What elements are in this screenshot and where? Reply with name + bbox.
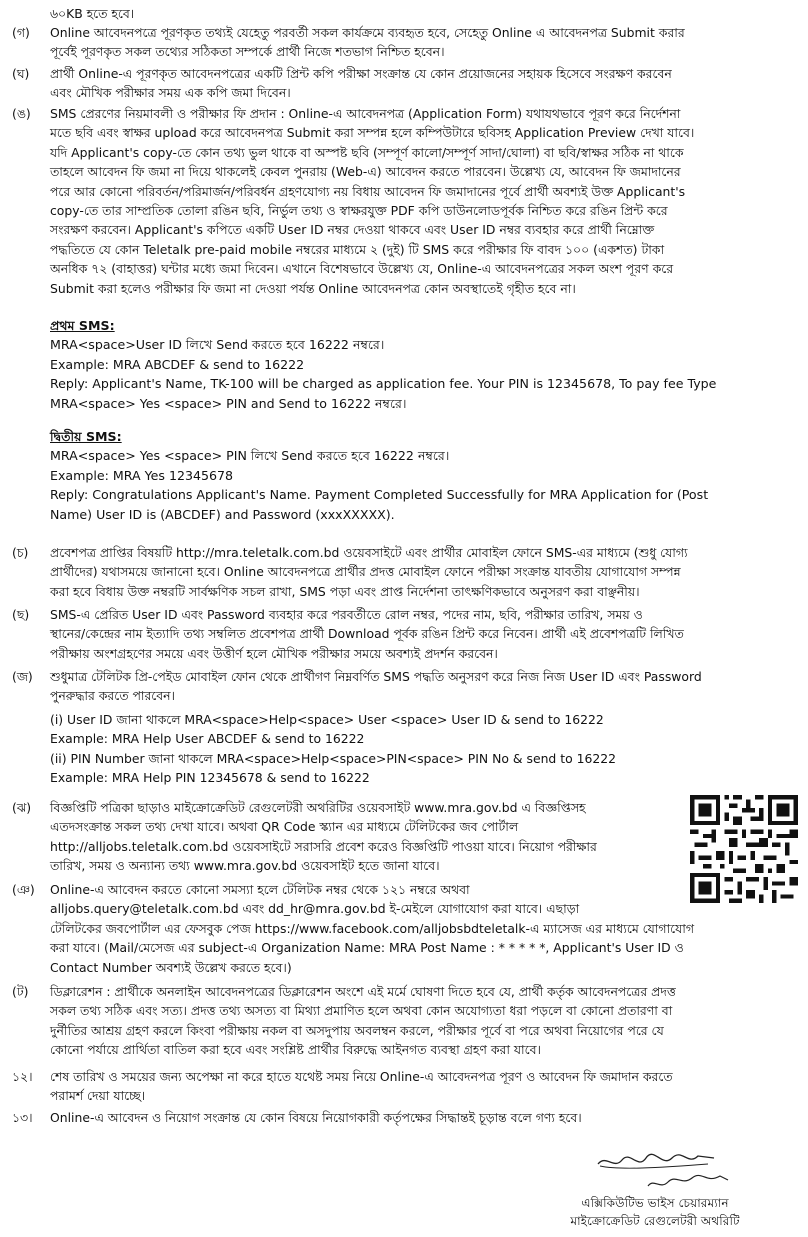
clause-line: অনধিক ৭২ (বাহাত্তর) ঘন্টার মধ্যে জমা দিবেন। এখানে বিশেষভাবে উল্লেখ্য যে, Online-এ আবেদনপত্রের সকল অংশ পূরণ করে (50, 261, 674, 277)
clause-line: স্থানের/কেন্দ্রের নাম ইত্যাদি তথ্য সম্বলিত প্রবেশপত্র প্রার্থী Download পূর্বক রঙিন প্রিন্ট করে নিবেন। প্রার্থী এই প্রবেশপত্রটি লিখিত (50, 626, 684, 642)
clause-line: copy-তে তার সাম্প্রতিক তোলা রঙিন ছবি, নির্ভুল তথ্য ও স্বাক্ষরযুক্ত PDF কপি ডাউনলোডপূর্বক নিশ্চিত করে রঙিন প্রিন্ট করে (50, 203, 668, 219)
clause-line: SMS প্রেরণের নিয়মাবলী ও পরীক্ষার ফি প্রদান : Online-এ আবেদনপত্র (Application Form) যথাযথভাবে পূরণ করে নির্দেশনা (50, 106, 681, 121)
clause-line: শুধুমাত্র টেলিটক প্রি-পেইড মোবাইল ফোন থেকে প্রার্থীগণ নিম্নবর্ণিত SMS পদ্ধতি অনুসরণ করে নিজ নিজ User ID এবং Password (50, 669, 702, 684)
clause-line: পদ্ধতিতে যে কোন Teletalk pre-paid mobile নম্বরের মাধ্যমে ২ (দুই) টি SMS করে পরীক্ষার ফি বাবদ ১০০ (একশত) টাকা (50, 241, 665, 257)
clause-line: পরীক্ষায় অংশগ্রহণের সময়ে এবং উত্তীর্ণ হলে মৌখিক পরীক্ষার সময়ে অবশ্যই প্রদর্শন করবেন। (50, 645, 498, 661)
clause-line: SMS-এ প্রেরিত User ID এবং Password ব্যবহার করে পরবর্তীতে রোল নম্বর, পদের নাম, ছবি, পরীক্ষার তারিখ, সময় ও (50, 607, 643, 622)
clause-niyo (0, 880, 800, 980)
clause-jha (0, 798, 800, 878)
recovery-line: Example: MRA Help PIN 12345678 & send to 16222 (50, 770, 370, 786)
clause-line: যদি Applicant's copy-তে কোন তথ্য ভুল থাকে বা অস্পষ্ট ছবি (সম্পূর্ণ কালো/সম্পূর্ণ সাদা/ঘোলা) বা ছবি/স্বাক্ষর সঠিক না থাকে (50, 144, 684, 160)
clause-line: প্রবেশপত্র প্রাপ্তির বিষয়টি http://mra.teletalk.com.bd ওয়েবসাইটে এবং প্রার্থীর মোবাইল ফোনে SMS-এর মাধ্যমে (শুধু যোগ্য (50, 545, 688, 560)
clause-line: পূর্বেই পূরণকৃত সকল তথ্যের সঠিকতা সম্পর্কে প্রার্থী নিজে শতভাগ নিশ্চিত হবেন। (50, 44, 445, 60)
top-line-text: ৬০KB হতে হবে। (50, 6, 135, 21)
clause-label: (চ) (12, 545, 29, 560)
clause-line: Online আবেদনপত্রে পূরণকৃত তথ্যই যেহেতু পরবর্তী সকল কার্যক্রমে ব্যবহৃত হবে, সেহেতু Online এ আবেদনপত্র Submit করার (50, 25, 685, 40)
clause-line: পরামর্শ দেয়া যাচ্ছে। (50, 1088, 146, 1104)
clause-label: (ঘ) (12, 66, 30, 81)
clause-gha (0, 64, 800, 104)
clause-line: কোনো পর্যায়ে প্রার্থিতা বাতিল করা হবে এবং সংশ্লিষ্ট প্রার্থীর বিরুদ্ধে আইনগত ব্যবস্থা গ্রহণ করা যাবে। (50, 1042, 541, 1058)
sms-line: MRA<space> Yes <space> PIN and Send to 16222 নম্বরে। (50, 395, 407, 411)
clause-label: (জ) (12, 669, 33, 684)
clause-label: (গ) (12, 25, 30, 40)
clause-line: এতদসংক্রান্ত সকল তথ্য দেখা যাবে। অথবা QR Code স্ক্যান এর মাধ্যমে টেলিটকের জব পোর্টাল (50, 819, 519, 835)
clause-line: Online-এ আবেদন ও নিয়োগ সংক্রান্ত যে কোন বিষয়ে নিয়োগকারী কর্তৃপক্ষের সিদ্ধান্তই চূড়ান্ত বলে গণ্য হবে। (50, 1110, 582, 1125)
signatory-organization: মাইক্রোক্রেডিট রেগুলেটরী অথরিটি (570, 1214, 740, 1228)
recovery-line: (i) User ID জানা থাকলে MRA<space>Help<space> User <space> User ID & send to 16222 (50, 712, 604, 727)
clause-ja (0, 667, 800, 707)
clause-line: এবং মৌখিক পরীক্ষার সময় এক কপি জমা দিবেন। (50, 85, 291, 101)
clause-line: তারিখ, সময় ও অন্যান্য তথ্য www.mra.gov.bd ওয়েবসাইট হতে জানা যাবে। (50, 858, 440, 874)
sms-line: Example: MRA Yes 12345678 (50, 467, 234, 483)
clause-line: http://alljobs.teletalk.com.bd ওয়েবসাইটে সরাসরি প্রবেশ করেও বিজ্ঞপ্তিটি পাওয়া যাবে। নিয়োগ পরীক্ষার (50, 838, 597, 854)
clause-line: শেষ তারিখ ও সময়ের জন্য অপেক্ষা না করে হাতে যথেষ্ট সময় নিয়ে Online-এ আবেদনপত্র পূরণ ও আবেদন ফি জমাদান করতে (50, 1069, 673, 1084)
clause-12 (0, 1067, 800, 1107)
sms-line: MRA<space> Yes <space> PIN লিখে Send করতে হবে 16222 নম্বরে। (50, 448, 450, 464)
sms-line: Example: MRA ABCDEF & send to 16222 (50, 356, 305, 372)
sms-line: Reply: Congratulations Applicant's Name. Payment Completed Successfully for MRA Application for (Post (50, 487, 709, 503)
recovery-block (50, 710, 800, 788)
sms-line: Reply: Applicant's Name, TK-100 will be charged as application fee. Your PIN is 12345678, To pay fee Type (50, 376, 717, 392)
second-sms-heading: দ্বিতীয় SMS: (50, 429, 122, 444)
clause-line: বিজ্ঞপ্তিটি পত্রিকা ছাড়াও মাইক্রোক্রেডিট রেগুলেটরী অথরিটির ওয়েবসাইট www.mra.gov.bd এ বিজ্ঞপ্তিসহ (50, 800, 586, 815)
handwritten-signature (588, 1140, 738, 1200)
signature-block (530, 1194, 780, 1230)
clause-line: সকল তথ্য সঠিক এবং সত্য। প্রদত্ত তথ্য অসত্য বা মিথ্যা প্রমাণিত হলে অথবা কোন অযোগ্যতা ধরা পড়লে বা কোনো প্রতারণা বা (50, 1003, 673, 1019)
clause-cha (0, 543, 800, 603)
clause-line: পরে আর কোনো পরিবর্তন/পরিমার্জন/পরিবর্ধন গ্রহণযোগ্য নয় বিধায় আবেদন ফি জমাদানের পূর্বে প্রার্থী অবশ্যই উক্ত Applicant's (50, 183, 686, 199)
clause-line: টেলিটকের জবপোর্টাল এর ফেসবুক পেজ https://www.facebook.com/alljobsbdteletalk-এ ম্যাসেজ এর মাধ্যমে যোগাযোগ (50, 920, 694, 936)
clause-line: তাহলে আবেদন ফি জমা না দিয়ে থাকলেই কেবল পুনরায় (Web-এ) আবেদন করতে পারবেন। উল্লেখ্য যে, আবেদন ফি জমাদানের (50, 164, 681, 180)
clause-label: ১২। (12, 1069, 33, 1084)
clause-ta (0, 982, 800, 1062)
clause-line: প্রার্থী Online-এ পূরণকৃত আবেদনপত্রের একটি প্রিন্ট কপি পরীক্ষা সংক্রান্ত যে কোন প্রয়োজনের সহায়ক হিসেবে সংরক্ষণ করবেন (50, 66, 672, 81)
clause-label: (ছ) (12, 607, 30, 622)
recovery-line: (ii) PIN Number জানা থাকলে MRA<space>Help<space>PIN<space> PIN No & send to 16222 (50, 750, 617, 766)
clause-label: (ঞ) (12, 882, 35, 897)
sms-line: Name) User ID is (ABCDEF) and Password (xxxXXXXX). (50, 506, 395, 522)
clause-line: Submit করা হলেও পরীক্ষার ফি জমা না দেওয়া পর্যন্ত Online আবেদনপত্র কোন অবস্থাতেই গৃহীত হবে না। (50, 280, 576, 296)
sms-line: MRA<space>User ID লিখে Send করতে হবে 16222 নম্বরে। (50, 337, 385, 353)
clause-label: (ট) (12, 984, 29, 999)
first-sms-heading: প্রথম SMS: (50, 318, 115, 333)
clause-line: Contact Number অবশ্যই উল্লেখ করতে হবে।) (50, 959, 292, 975)
clause-line: মতে ছবি এবং স্বাক্ষর upload করে আবেদনপত্র Submit করা সম্পন্ন হলে কম্পিউটারে ছবিসহ Application Preview দেখা যাবে। (50, 125, 695, 141)
clause-13 (0, 1108, 800, 1128)
clause-line: করা হবে বিধায় উক্ত নম্বরটি সার্বক্ষণিক সচল রাখা, SMS পড়া এবং প্রাপ্ত নির্দেশনা তাৎক্ষণিকভাবে অনুসরণ করা বাঞ্ছনীয়। (50, 583, 640, 599)
clause-line: পুনরুদ্ধার করতে পারবেন। (50, 688, 175, 704)
clause-line: alljobs.query@teletalk.com.bd এবং dd_hr@mra.gov.bd ই-মেইলে যোগাযোগ করা যাবে। এছাড়া (50, 901, 580, 917)
clause-line: দুর্নীতির আশ্রয় গ্রহণ করলে কিংবা পরীক্ষায় নকল বা অসদুপায় অবলম্বন করলে, পরীক্ষার পূর্বে বা পরে অথবা নিয়োগের পরে যে (50, 1022, 664, 1038)
signatory-title: এক্সিকিউটিভ ভাইস চেয়ারম্যান (581, 1196, 729, 1210)
clause-line: করা যাবে। (Mail/মেসেজ এর subject-এ Organization Name: MRA Post Name : * * * * *, Applicant's User ID ও (50, 940, 684, 956)
clause-label: (ঙ) (12, 106, 31, 121)
clause-line: ডিক্লারেশন : প্রার্থীকে অনলাইন আবেদনপত্রের ডিক্লারেশন অংশে এই মর্মে ঘোষণা দিতে হবে যে, প্রার্থী কর্তৃক আবেদনপত্রের প্রদত্ত (50, 984, 676, 999)
clause-chha (0, 605, 800, 665)
clause-ga (0, 23, 800, 63)
clause-line: প্রার্থীদের) যথাসময়ে জানানো হবে। Online আবেদনপত্রে প্রার্থীর প্রদত্ত মোবাইল ফোনে পরীক্ষা সংক্রান্ত যাবতীয় যোগাযোগ সম্পন্ন (50, 564, 681, 580)
clause-label: (ঝ) (12, 800, 32, 815)
clause-line: সংরক্ষণ করবেন। Applicant's কপিতে একটি User ID নম্বর দেওয়া থাকবে এবং User ID নম্বর ব্যবহার করে প্রার্থী নিম্নোক্ত (50, 222, 655, 238)
clause-uma (0, 104, 800, 304)
first-sms-block (50, 316, 802, 413)
second-sms-block (50, 427, 802, 524)
clause-line: Online-এ আবেদন করতে কোনো সমস্যা হলে টেলিটক নম্বর থেকে ১২১ নম্বরে অথবা (50, 882, 470, 897)
clause-label: ১৩। (12, 1110, 33, 1125)
recovery-line: Example: MRA Help User ABCDEF & send to 16222 (50, 731, 365, 747)
